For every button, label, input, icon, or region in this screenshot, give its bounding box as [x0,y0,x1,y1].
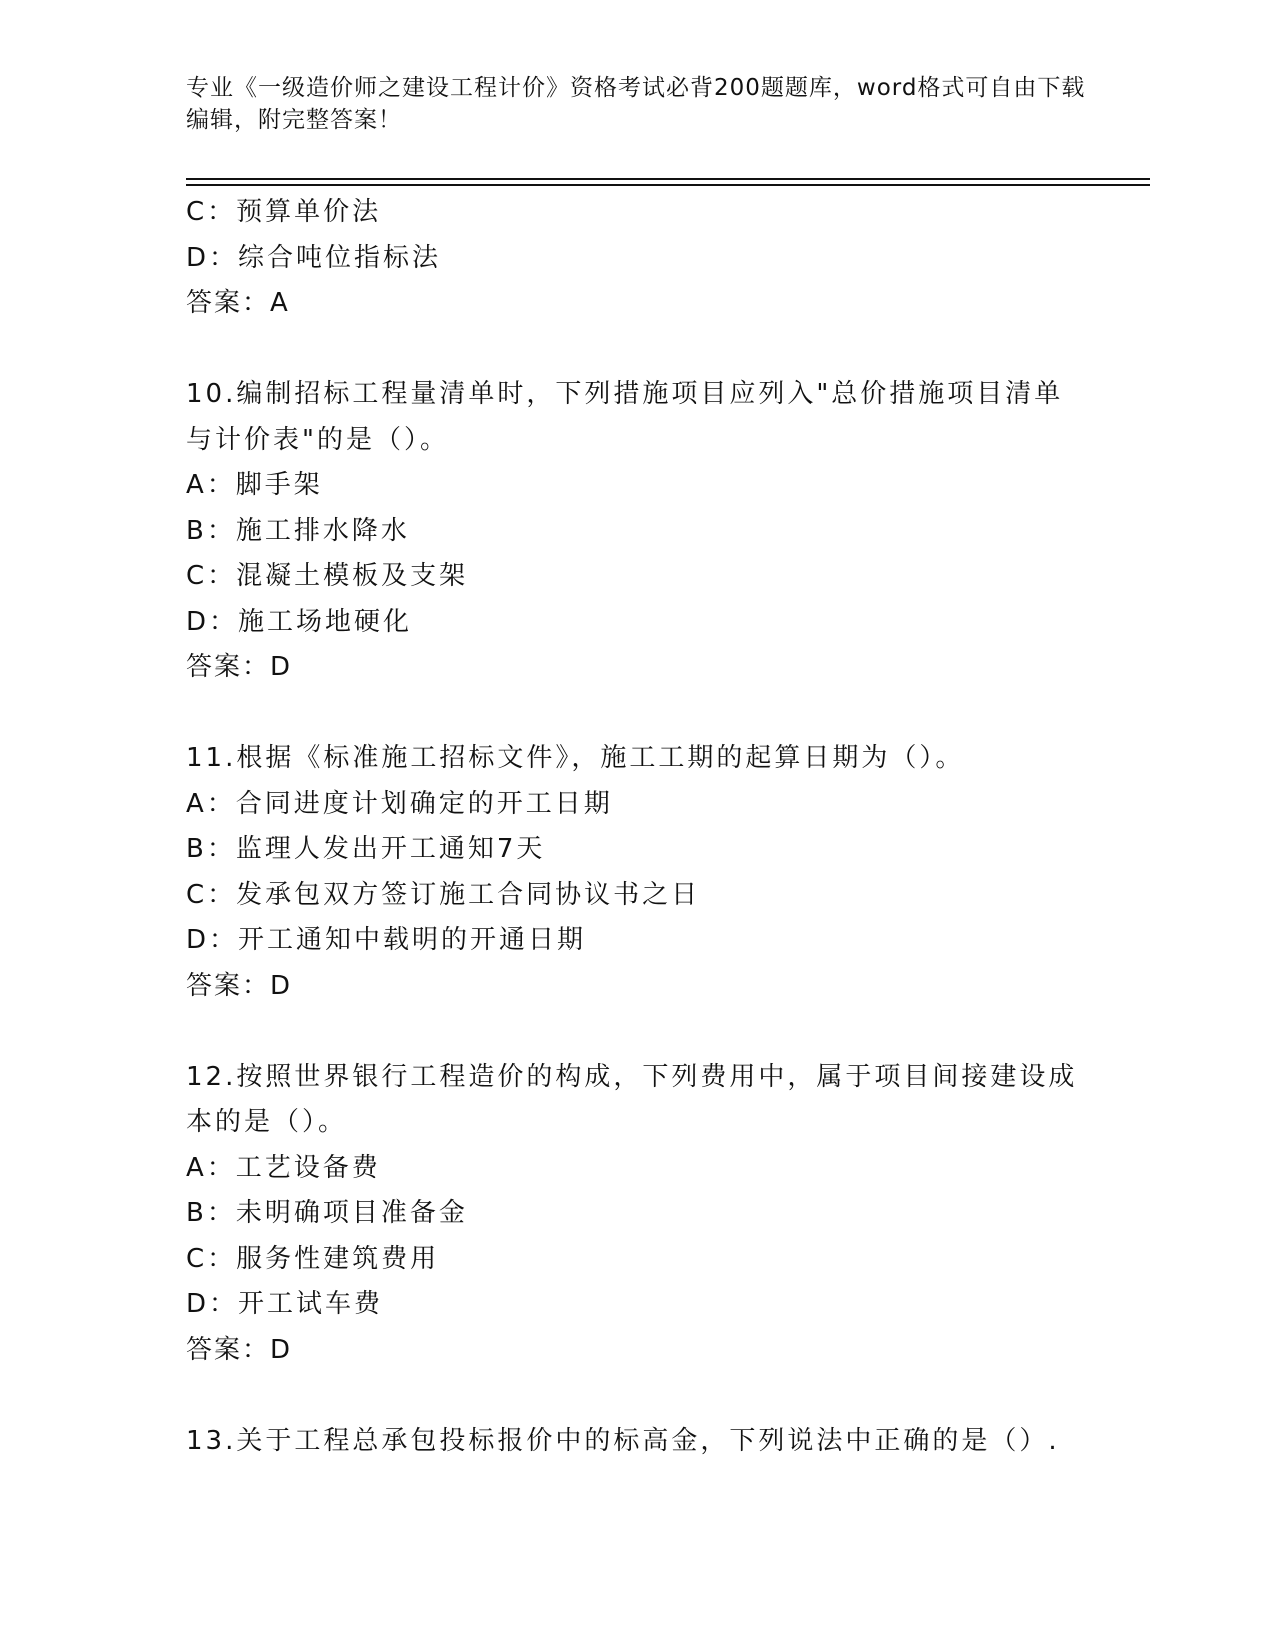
option-b: B：未明确项目准备金 [186,1198,468,1228]
document-header: 专业《一级造价师之建设工程计价》资格考试必背200题题库，word格式可自由下载编辑，附完整答案！ [186,75,1086,133]
option-c: C：预算单价法 [186,197,382,227]
option-c: C：发承包双方签订施工合同协议书之日 [186,879,701,910]
question-stem-12-cont: 本的是（）。 [186,1107,348,1137]
option-c: C：服务性建筑费用 [186,1243,440,1274]
spacer [186,691,1086,737]
header-rule-bottom [186,184,1150,186]
question-stem-12: 12.按照世界银行工程造价的构成，下列费用中，属于项目间接建设成 [186,1061,1078,1092]
answer-line: 答案：D [186,1334,293,1365]
header-rule-top [186,178,1150,180]
answer-line: 答案：D [186,970,293,1001]
option-d: D：综合吨位指标法 [186,242,442,273]
option-a: A：脚手架 [186,470,323,500]
question-list [186,190,1086,1464]
spacer [186,1009,1086,1055]
question-stem-10-cont: 与计价表"的是（）。 [186,424,449,455]
question-stem-11: 11.根据《标准施工招标文件》，施工工期的起算日期为（）。 [186,743,965,773]
option-a: A：合同进度计划确定的开工日期 [186,788,613,819]
answer-line: 答案：A [186,288,290,318]
question-stem-10: 10.编制招标工程量清单时，下列措施项目应列入"总价措施项目清单 [186,379,1064,409]
option-a: A：工艺设备费 [186,1152,381,1183]
option-d: D：施工场地硬化 [186,606,413,637]
option-c: C：混凝土模板及支架 [186,561,469,591]
option-d: D：开工通知中载明的开通日期 [186,925,587,955]
spacer [186,327,1086,373]
spacer [186,1373,1086,1419]
option-b: B：监理人发出开工通知7天 [186,834,546,864]
option-b: B：施工排水降水 [186,515,410,546]
question-stem-13: 13.关于工程总承包投标报价中的标高金，下列说法中正确的是（）. [186,1425,1060,1456]
answer-line: 答案：D [186,652,293,682]
option-d: D：开工试车费 [186,1289,384,1319]
